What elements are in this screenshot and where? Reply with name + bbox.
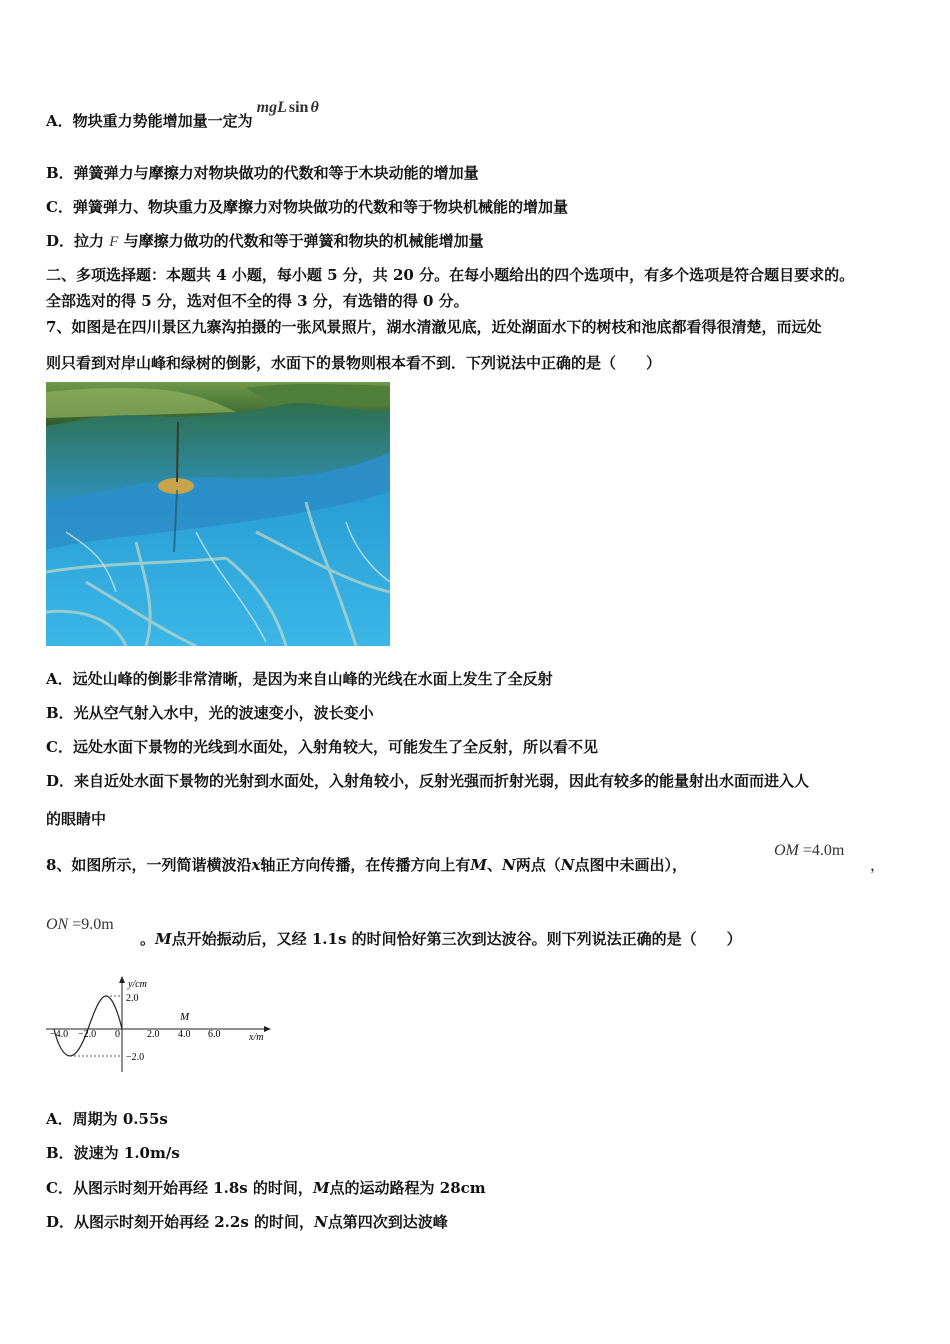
q8-option-d-suffix: 点第四次到达波峰 — [327, 1213, 448, 1231]
formula-mgl: mgL — [256, 99, 287, 116]
q7-option-c: C．远处水面下景物的光线到水面处，入射角较大，可能发生了全反射，所以看不见 — [46, 738, 598, 756]
q7-option-b: B．光从空气射入水中，光的波速变小，波长变小 — [46, 704, 374, 722]
q8-om-eq: =4.0m — [798, 842, 845, 859]
x-axis-label: x/m — [249, 1032, 264, 1043]
q8-option-d-prefix: D．从图示时刻开始再经 2.2s 的时间， — [46, 1213, 314, 1231]
q8-sep: 、 — [487, 856, 503, 874]
q6-option-b: B．弹簧弹力与摩擦力对物块做功的代数和等于木块动能的增加量 — [46, 164, 479, 182]
q6-option-a-formula — [257, 97, 319, 116]
x-axis-arrow — [264, 1026, 271, 1032]
q8-option-c — [46, 1177, 486, 1198]
section2-line1: 二、多项选择题：本题共 4 小题，每小题 5 分，共 20 分。在每小题给出的四个选项中，有多个选项是符合题目要求的。 — [46, 266, 855, 284]
y-axis-label: y/cm — [128, 979, 147, 990]
q8-on-eq: =9.0m — [68, 916, 114, 933]
q6-option-a-text: A．物块重力势能增加量一定为 — [46, 112, 253, 130]
q8-option-d-var: N — [314, 1213, 328, 1231]
point-m-label: M — [180, 1011, 190, 1023]
q7-option-a: A．远处山峰的倒影非常清晰，是因为来自山峰的光线在水面上发生了全反射 — [46, 670, 553, 688]
y-tick-bottom: −2.0 — [126, 1052, 145, 1063]
q8-n-var2: N — [560, 856, 575, 874]
q8-on-formula — [46, 914, 114, 934]
section2-line2: 全部选对的得 5 分，选对但不全的得 3 分，有选错的得 0 分。 — [46, 292, 469, 310]
formula-theta: θ — [310, 99, 319, 116]
q8-stem-part1: 8、如图所示，一列简谐横波沿 — [46, 856, 252, 874]
q8-option-c-var: M — [312, 1179, 330, 1197]
x-tick-neg2: −2.0 — [78, 1029, 97, 1040]
q7-option-d-line2: 的眼睛中 — [46, 810, 107, 828]
q8-stem-part3: 两点（ — [515, 856, 561, 874]
y-tick-top: 2.0 — [126, 993, 139, 1004]
q8-om-var: OM — [774, 842, 799, 859]
q8-stem-line1 — [46, 854, 687, 875]
q8-stem-line2-a: 。 — [140, 930, 156, 948]
q6-option-d-suffix: 与摩擦力做功的代数和等于弹簧和物块的机械能增加量 — [123, 232, 484, 250]
q6-option-c: C．弹簧弹力、物块重力及摩擦力对物块做功的代数和等于物块机械能的增加量 — [46, 198, 568, 216]
q8-option-a: A．周期为 0.55s — [46, 1110, 168, 1128]
formula-sin: sin — [288, 99, 309, 116]
wave-graph — [44, 976, 284, 1076]
q8-on-var: ON — [46, 916, 69, 933]
q8-option-c-suffix: 点的运动路程为 28cm — [329, 1179, 486, 1197]
q8-m-var: M — [470, 856, 488, 874]
x-tick-6: 6.0 — [208, 1029, 221, 1040]
y-axis-arrow — [119, 976, 125, 983]
q8-stem-line2-b: 点开始振动后，又经 1.1s 的时间恰好第三次到达波谷。则下列说法正确的是（ ） — [171, 930, 742, 948]
q6-option-d — [46, 230, 484, 251]
x-tick-4: 4.0 — [178, 1029, 191, 1040]
q8-stem-line2 — [140, 928, 742, 949]
x-tick-2: 2.0 — [147, 1029, 160, 1040]
q8-m-var2: M — [155, 930, 172, 948]
lake-photo — [46, 382, 390, 646]
q8-stem-part2: 轴正方向传播，在传播方向上有 — [260, 856, 471, 874]
q8-n-var: N — [502, 856, 516, 874]
q8-om-formula — [774, 840, 844, 860]
q8-option-b: B．波速为 1.0m/s — [46, 1144, 180, 1162]
q8-option-d — [46, 1211, 448, 1232]
x-tick-neg4: −4.0 — [50, 1029, 69, 1040]
wave-curve — [54, 996, 122, 1056]
q7-stem-line2: 则只看到对岸山峰和绿树的倒影，水面下的景物则根本看不到．下列说法中正确的是（ ） — [46, 354, 662, 372]
q6-option-a — [46, 99, 319, 131]
q8-option-c-prefix: C．从图示时刻开始再经 1.8s 的时间， — [46, 1179, 313, 1197]
q8-comma: ， — [870, 856, 886, 874]
q6-option-d-prefix: D．拉力 — [46, 232, 105, 250]
q8-x-var: x — [251, 856, 261, 874]
q7-option-d-line1: D．来自近处水面下景物的光射到水面处，入射角较小，反射光强而折射光弱，因此有较多的能量射出水面而进入人 — [46, 772, 810, 790]
q8-stem-part4: 点图中未画出）， — [574, 856, 688, 874]
lake-photo-image — [46, 382, 390, 646]
x-tick-origin: 0 — [115, 1029, 120, 1040]
q7-stem-line1: 7、如图是在四川景区九寨沟拍摄的一张风景照片，湖水清澈见底，近处湖面水下的树枝和池底都看得很清楚，而远处 — [46, 318, 822, 336]
q6-option-d-var: F — [109, 234, 119, 250]
